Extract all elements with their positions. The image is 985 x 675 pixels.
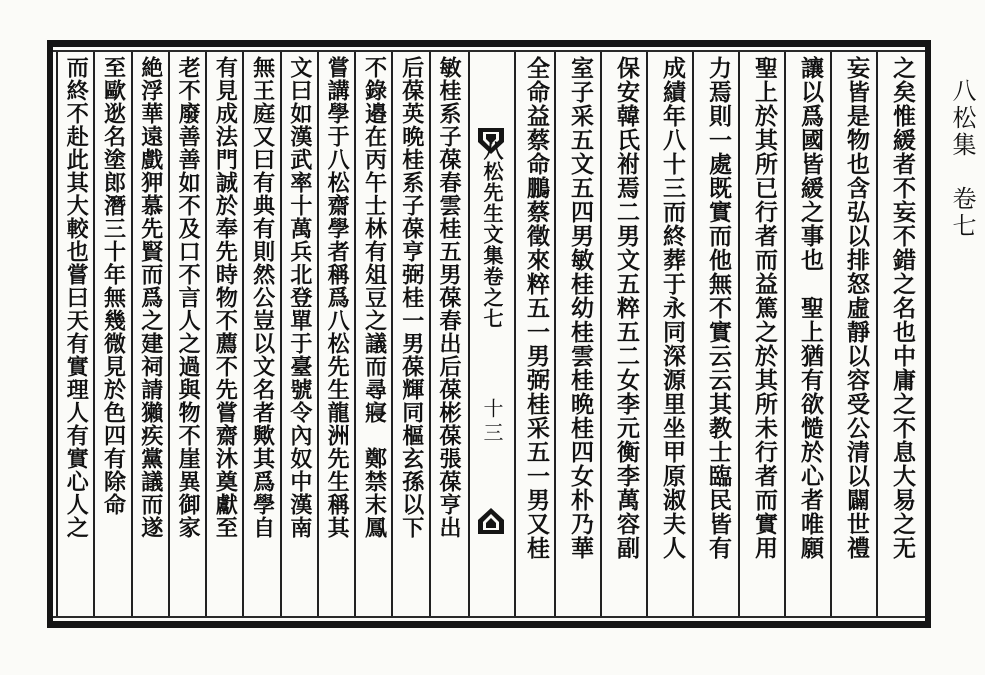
text-column-l5: 文曰如漢武率十萬兵北登單于臺號令內奴中漢南	[286, 56, 313, 539]
column-divider	[600, 52, 602, 616]
column-divider	[242, 52, 244, 616]
text-column-l8: 老不廢善善如不及口不言人之過與物不崖異御家	[175, 56, 202, 539]
bottom-border	[47, 621, 931, 628]
column-divider	[738, 52, 740, 616]
fold-right-line	[514, 52, 516, 616]
text-column-l7: 有見成法門誠於奉先時物不薦不先嘗齋沐奠獻至	[212, 56, 239, 539]
column-divider	[876, 52, 878, 616]
fold-title: 八松先生文集卷之七	[480, 140, 504, 329]
column-divider	[317, 52, 319, 616]
top-inner-border	[47, 50, 931, 52]
column-divider	[56, 52, 58, 616]
text-column-l2: 后葆英晩桂系子葆亨弼桂一男葆輝同樞玄孫以下	[398, 56, 425, 539]
text-column-r9: 全命益蔡命鵬蔡徵來粹五一男弼桂采五一男又桂	[523, 56, 550, 560]
left-border	[47, 40, 53, 628]
text-column-l6: 無王庭又曰有典有則然公豈以文名者歟其爲學自	[249, 56, 276, 539]
column-divider	[429, 52, 431, 616]
text-column-l3: 不錄邉在丙午士林有俎豆之議而尋寢 鄭禁末鳳	[361, 56, 388, 539]
text-column-r8: 室子采五文五四男敏桂幼桂雲桂晩桂四女朴乃華	[567, 56, 594, 560]
column-divider	[354, 52, 356, 616]
column-divider	[168, 52, 170, 616]
bottom-inner-border	[47, 616, 931, 618]
margin-volume-label: 八松集 卷七	[948, 78, 976, 240]
column-divider	[692, 52, 694, 616]
text-column-l9: 絶浮華遠戲狎慕先賢而爲之建祠請獺疾黨議而遂	[137, 56, 164, 539]
text-column-l1: 敏桂系子葆春雲桂五男葆春出后葆彬葆張葆亨出	[435, 56, 462, 539]
text-column-l4: 嘗講學于八松齋學者稱爲八松先生龍洲先生稱其	[324, 56, 351, 539]
text-column-r7: 保安韓氏祔焉二男文五粹五二女李元衡李萬容副	[613, 56, 640, 560]
text-column-l11: 而終不赴此其大較也嘗曰天有實理人有實心人之	[63, 56, 90, 539]
column-divider	[784, 52, 786, 616]
column-divider	[205, 52, 207, 616]
page-number: 十三	[480, 398, 504, 446]
column-divider	[131, 52, 133, 616]
text-column-r5: 力焉則一處既實而他無不實云云其教士臨民皆有	[705, 56, 732, 560]
text-column-r1: 之矣惟緩者不妄不錯之名也中庸之不息大易之无	[889, 56, 916, 560]
column-divider	[93, 52, 95, 616]
top-border	[47, 40, 931, 47]
text-column-r4: 聖上於其所已行者而益篤之於其所未行者而實用	[751, 56, 778, 560]
text-column-r2: 妄皆是物也含弘以排怒虛靜以容受公清以闢世禮	[843, 56, 870, 560]
column-divider	[391, 52, 393, 616]
column-divider	[280, 52, 282, 616]
fishtail-bottom-icon	[476, 506, 506, 536]
text-column-l10: 至歐逖名塗郎潛三十年無幾微見於色四有除命	[100, 56, 127, 516]
text-column-r6: 成績年八十三而終葬于永同深源里坐甲原淑夫人	[659, 56, 686, 560]
text-column-r3: 讓以爲國皆緩之事也 聖上猶有欲慥於心者唯願	[797, 56, 824, 560]
fold-left-line	[468, 52, 470, 616]
right-border	[925, 40, 931, 628]
column-divider	[830, 52, 832, 616]
column-divider	[646, 52, 648, 616]
